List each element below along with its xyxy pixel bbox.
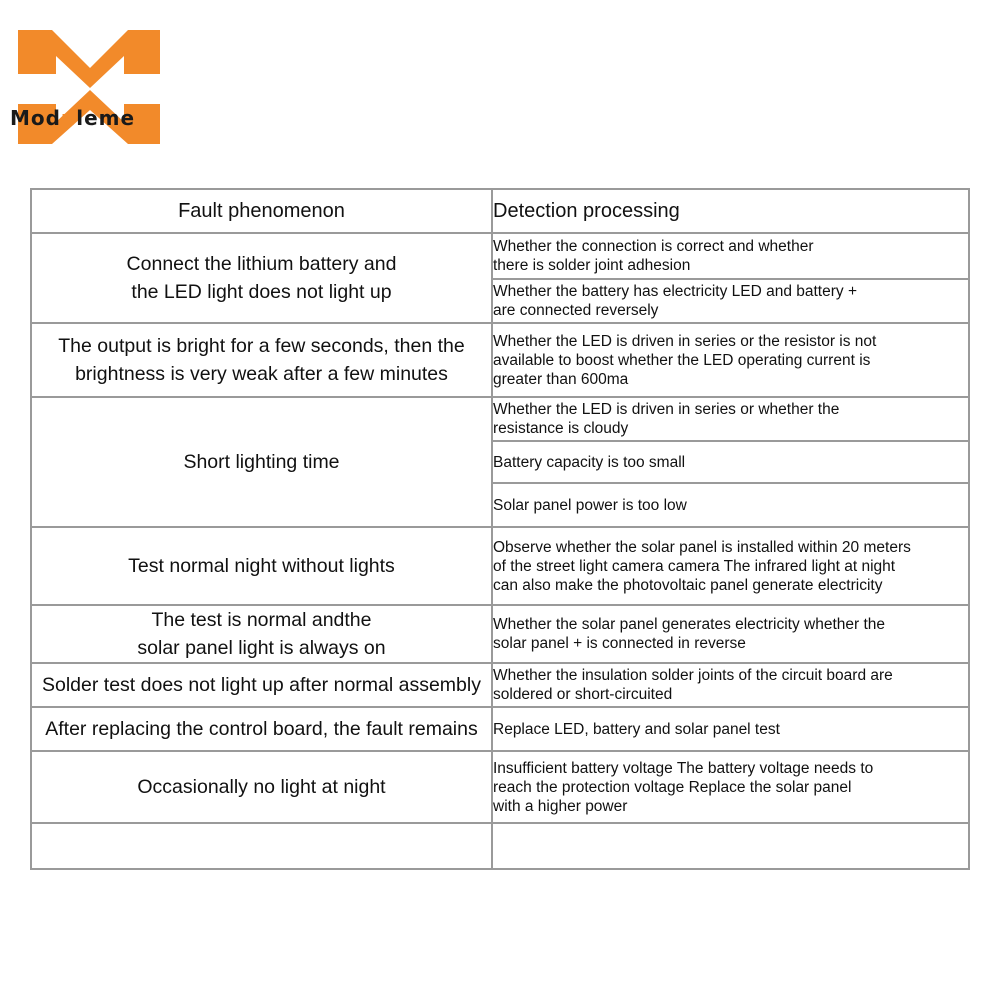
detection-processing-cell <box>492 527 969 605</box>
fault-text-line: the LED light does not light up <box>131 281 392 303</box>
detection-text-line: Insufficient battery voltage The battery voltage needs to <box>493 759 874 777</box>
detection-text-line: Whether the battery has electricity LED and battery + <box>493 283 858 300</box>
fault-text-line: Occasionally no light at night <box>137 776 386 798</box>
empty-row <box>31 823 969 869</box>
detection-text-line: are connected reversely <box>493 302 659 319</box>
fault-text-line: After replacing the control board, the fault remains <box>45 718 478 740</box>
empty-fault-cell <box>31 823 492 869</box>
header-fault-phenomenon: Fault phenomenon <box>31 189 492 233</box>
fault-text-line: brightness is very weak after a few minutes <box>75 363 448 385</box>
fault-phenomenon-cell <box>31 527 492 605</box>
detection-text-line: can also make the photovoltaic panel generate electricity <box>493 576 883 594</box>
table-row <box>31 323 969 397</box>
fault-text-line: Connect the lithium battery and <box>126 253 397 275</box>
detection-processing-cell <box>492 605 969 663</box>
detection-processing-cell <box>492 751 969 823</box>
fault-text-line: Solder test does not light up after normal assembly <box>42 674 481 696</box>
detection-text-line: Whether the solar panel generates electricity whether the <box>493 616 886 633</box>
table-row <box>31 233 969 279</box>
detection-processing-cell <box>492 233 969 279</box>
fault-text-line: Short lighting time <box>183 451 340 473</box>
detection-processing-cell <box>492 663 969 707</box>
detection-processing-cell <box>492 483 969 527</box>
fault-text-line: The output is bright for a few seconds, then the <box>58 335 465 357</box>
detection-text-line: Solar panel power is too low <box>493 496 687 514</box>
table-row <box>31 605 969 663</box>
fault-text-line: solar panel light is always on <box>137 637 386 659</box>
table-row <box>31 707 969 751</box>
table-row <box>31 751 969 823</box>
fault-table <box>30 188 970 870</box>
detection-processing-cell <box>492 397 969 441</box>
detection-processing-cell <box>492 441 969 483</box>
detection-text-line: available to boost whether the LED operating current is <box>493 351 871 369</box>
detection-text-line: Observe whether the solar panel is installed within 20 meters <box>493 538 911 556</box>
detection-text-line: of the street light camera camera The infrared light at night <box>493 557 896 575</box>
detection-text-line: greater than 600ma <box>493 370 629 388</box>
fault-phenomenon-cell <box>31 707 492 751</box>
fault-phenomenon-cell <box>31 605 492 663</box>
detection-text-line: with a higher power <box>493 797 628 815</box>
detection-text-line: reach the protection voltage Replace the solar panel <box>493 778 852 796</box>
fault-text-line: Test normal night without lights <box>128 555 395 577</box>
detection-processing-cell <box>492 323 969 397</box>
detection-text-line: Battery capacity is too small <box>493 453 686 471</box>
detection-text-line: Replace LED, battery and solar panel test <box>493 720 780 738</box>
detection-text-line: soldered or short-circuited <box>493 686 673 703</box>
header-detection-processing: Detection processing <box>492 189 969 233</box>
fault-text-line: The test is normal andthe <box>151 609 372 631</box>
table-row <box>31 527 969 605</box>
detection-text-line: solar panel + is connected in reverse <box>493 635 746 652</box>
detection-text-line: Whether the connection is correct and whether <box>493 238 814 255</box>
brand-logo <box>10 30 178 146</box>
detection-processing-cell <box>492 707 969 751</box>
fault-phenomenon-cell <box>31 323 492 397</box>
table-row <box>31 397 969 441</box>
table-header-row <box>31 189 969 233</box>
fault-phenomenon-cell <box>31 397 492 527</box>
logo-wordmark: Moduleme <box>10 106 136 130</box>
detection-text-line: Whether the LED is driven in series or the resistor is not <box>493 332 877 350</box>
fault-phenomenon-cell <box>31 751 492 823</box>
detection-text-line: Whether the insulation solder joints of the circuit board are <box>493 667 893 684</box>
fault-phenomenon-cell <box>31 233 492 323</box>
detection-processing-cell <box>492 279 969 323</box>
detection-text-line: there is solder joint adhesion <box>493 257 691 274</box>
detection-text-line: Whether the LED is driven in series or whether the <box>493 401 840 418</box>
table-row <box>31 663 969 707</box>
fault-phenomenon-cell <box>31 663 492 707</box>
empty-detection-cell <box>492 823 969 869</box>
logo-mark-icon <box>10 30 170 148</box>
detection-text-line: resistance is cloudy <box>493 420 629 437</box>
